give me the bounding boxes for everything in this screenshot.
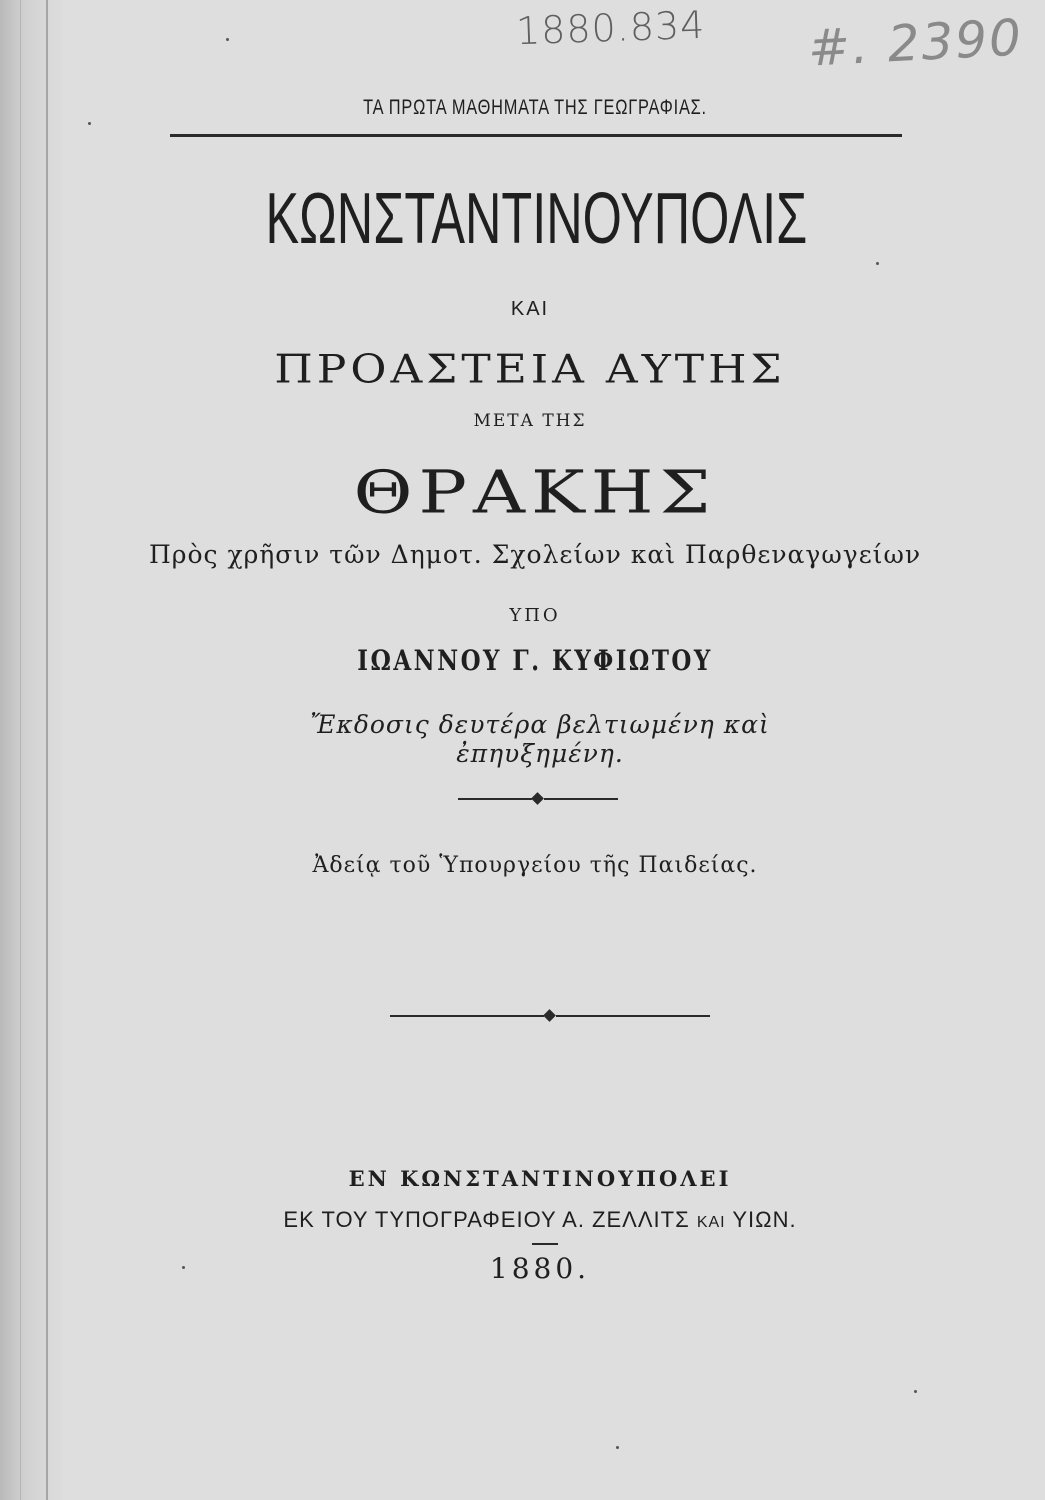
third-title: ΘΡΑΚΗΣ [353,457,717,527]
permission-statement: Ἀδείᾳ τοῦ Ὑπουργείου τῆς Παιδείας. [312,853,758,878]
main-title: ΚΩΝΣΤΑΝΤΙΝΟΥΠΟΛΙΣ [265,179,808,259]
edition-statement: Ἔκδοσις δευτέρα βελτιωμένη καὶ ἐπηυξημένη. [310,710,770,768]
imprint-printer [230,1207,850,1233]
second-title: ΠΡΟΑΣΤΕΙΑ ΑΥΤΗΣ [274,346,786,393]
binding-crease-outer [20,0,21,1500]
title-connector: ΜΕΤΑ ΤΗΣ [473,411,587,431]
ornamental-rule [458,791,618,807]
header-rule [170,134,902,137]
accession-shelfmark: 1880.834 [515,2,707,54]
imprint-dash [532,1243,558,1245]
paper-speck [226,38,229,41]
paper-speck [876,262,879,265]
paper-speck [914,1390,917,1393]
paper-speck [182,1266,185,1269]
printer-name: ΕΚ ΤΟΥ ΤΥΠΟΓΡΑΦΕΙΟΥ Α. ΖΕΛΛΙΤΣ [283,1207,690,1232]
purpose-line: Πρὸς χρῆσιν τῶν Δημοτ. Σχολείων καὶ Παρθεναγωγείων [148,540,922,569]
printer-suffix: ΥΙΩΝ. [732,1207,797,1232]
ornamental-rule [390,1008,710,1024]
paper-speck [88,122,91,125]
printer-kai: ΚΑΙ [696,1214,726,1231]
library-number-mark: #. 2390 [806,8,1025,78]
title-conjunction: ΚΑΙ [510,298,550,320]
paper-speck [616,1446,619,1449]
imprint-year: 1880. [489,1252,591,1285]
author-name: ΙΩΑΝΝΟΥ Γ. ΚΥΦΙΩΤΟΥ [357,644,713,677]
binding-crease [46,0,48,1500]
by-label: ΥΠΟ [509,605,561,626]
series-title: ΤΑ ΠΡΩΤΑ ΜΑΘΗΜΑΤΑ ΤΗΣ ΓΕΩΓΡΑΦΙΑΣ. [363,96,707,119]
binding-edge [0,0,62,1500]
imprint-place: ΕΝ ΚΩΝΣΤΑΝΤΙΝΟΥΠΟΛΕΙ [348,1166,732,1191]
